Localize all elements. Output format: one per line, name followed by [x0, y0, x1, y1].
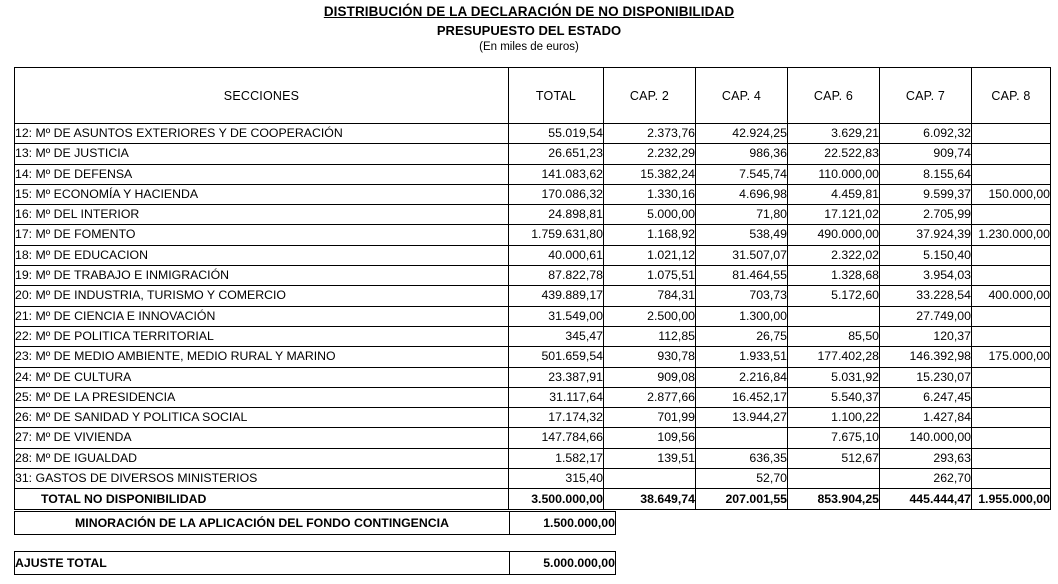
cell-cap7: 6.092,32: [880, 124, 972, 144]
cell-total: 31.549,00: [509, 306, 604, 326]
column-header-cap4: CAP. 4: [696, 68, 788, 124]
cell-cap7: 909,74: [880, 144, 972, 164]
cell-cap2: 2.232,29: [604, 144, 696, 164]
cell-cap7: 293,63: [880, 448, 972, 468]
cell-cap2: 139,51: [604, 448, 696, 468]
cell-total: 24.898,81: [509, 205, 604, 225]
cell-total-cap4: 207.001,55: [696, 489, 788, 510]
cell-cap2: 701,99: [604, 408, 696, 428]
cell-cap6: 110.000,00: [788, 164, 880, 184]
cell-cap2: 112,85: [604, 326, 696, 346]
cell-cap8: [972, 448, 1051, 468]
cell-cap4: 42.924,25: [696, 124, 788, 144]
cell-total: 345,47: [509, 326, 604, 346]
table-row: [15, 144, 1051, 164]
cell-total: 40.000,61: [509, 245, 604, 265]
cell-cap4: 703,73: [696, 286, 788, 306]
cell-seccion: 23: Mº DE MEDIO AMBIENTE, MEDIO RURAL Y MARINO: [15, 347, 509, 367]
cell-cap6: 490.000,00: [788, 225, 880, 245]
cell-cap6: 5.031,92: [788, 367, 880, 387]
cell-cap6: 85,50: [788, 326, 880, 346]
cell-total: 147.784,66: [509, 428, 604, 448]
cell-cap2: 909,08: [604, 367, 696, 387]
table-row: [15, 367, 1051, 387]
cell-cap2: 1.021,12: [604, 245, 696, 265]
column-header-cap2: CAP. 2: [604, 68, 696, 124]
cell-total: 31.117,64: [509, 387, 604, 407]
table-row: [15, 387, 1051, 407]
column-header-cap7: CAP. 7: [880, 68, 972, 124]
cell-total: 501.659,54: [509, 347, 604, 367]
cell-cap2: 784,31: [604, 286, 696, 306]
ajuste-value: 5.000.000,00: [510, 552, 616, 575]
cell-cap6: 1.328,68: [788, 266, 880, 286]
cell-cap6: [788, 469, 880, 489]
cell-cap8: [972, 144, 1051, 164]
cell-total: 23.387,91: [509, 367, 604, 387]
cell-seccion: 27: Mº DE VIVIENDA: [15, 428, 509, 448]
cell-cap4: 1.300,00: [696, 306, 788, 326]
cell-cap8: [972, 164, 1051, 184]
cell-total: 55.019,54: [509, 124, 604, 144]
table-row: [15, 428, 1051, 448]
cell-total: 1.759.631,80: [509, 225, 604, 245]
table-row: [15, 184, 1051, 204]
cell-cap8: [972, 245, 1051, 265]
cell-seccion: 13: Mº DE JUSTICIA: [15, 144, 509, 164]
cell-seccion: 25: Mº DE LA PRESIDENCIA: [15, 387, 509, 407]
cell-cap7: 33.228,54: [880, 286, 972, 306]
cell-total: 87.822,78: [509, 266, 604, 286]
table-row: [15, 266, 1051, 286]
cell-cap7: 37.924,39: [880, 225, 972, 245]
cell-cap8: [972, 306, 1051, 326]
cell-cap2: 1.168,92: [604, 225, 696, 245]
cell-seccion: 15: Mº ECONOMÍA Y HACIENDA: [15, 184, 509, 204]
cell-cap8: 1.230.000,00: [972, 225, 1051, 245]
cell-cap8: [972, 469, 1051, 489]
cell-cap4: 636,35: [696, 448, 788, 468]
cell-total-cap2: 38.649,74: [604, 489, 696, 510]
cell-cap6: 1.100,22: [788, 408, 880, 428]
cell-cap8: [972, 387, 1051, 407]
budget-table-container: [14, 67, 1050, 510]
table-row: [15, 124, 1051, 144]
cell-cap7: 2.705,99: [880, 205, 972, 225]
cell-cap7: 140.000,00: [880, 428, 972, 448]
document-header: [0, 3, 1058, 55]
cell-cap7: 3.954,03: [880, 266, 972, 286]
cell-cap6: 5.172,60: [788, 286, 880, 306]
column-header-total: TOTAL: [509, 68, 604, 124]
cell-cap6: 3.629,21: [788, 124, 880, 144]
cell-cap8: 175.000,00: [972, 347, 1051, 367]
cell-seccion: 17: Mº DE FOMENTO: [15, 225, 509, 245]
cell-cap8: [972, 124, 1051, 144]
minoracion-label: MINORACIÓN DE LA APLICACIÓN DEL FONDO CONTINGENCIA: [15, 512, 510, 535]
cell-seccion: 19: Mº DE TRABAJO E INMIGRACIÓN: [15, 266, 509, 286]
cell-cap6: 2.322,02: [788, 245, 880, 265]
cell-cap2: [604, 469, 696, 489]
cell-seccion: 14: Mº DE DEFENSA: [15, 164, 509, 184]
cell-cap7: 1.427,84: [880, 408, 972, 428]
cell-cap6: 4.459,81: [788, 184, 880, 204]
column-header-secciones: SECCIONES: [15, 68, 509, 124]
cell-seccion: 12: Mº DE ASUNTOS EXTERIORES Y DE COOPERACIÓN: [15, 124, 509, 144]
cell-cap7: 9.599,37: [880, 184, 972, 204]
cell-cap8: [972, 408, 1051, 428]
cell-cap2: 5.000,00: [604, 205, 696, 225]
cell-seccion: 26: Mº DE SANIDAD Y POLITICA SOCIAL: [15, 408, 509, 428]
cell-cap2: 2.877,66: [604, 387, 696, 407]
cell-total-total: 3.500.000,00: [509, 489, 604, 510]
ajuste-label: AJUSTE TOTAL: [15, 552, 510, 575]
cell-cap4: 986,36: [696, 144, 788, 164]
cell-cap4: 81.464,55: [696, 266, 788, 286]
cell-cap7: 262,70: [880, 469, 972, 489]
cell-cap2: 930,78: [604, 347, 696, 367]
cell-cap7: 8.155,64: [880, 164, 972, 184]
cell-cap4: 4.696,98: [696, 184, 788, 204]
minoracion-table: [14, 511, 616, 535]
minoracion-value: 1.500.000,00: [510, 512, 616, 535]
cell-cap7: 6.247,45: [880, 387, 972, 407]
cell-cap6: 7.675,10: [788, 428, 880, 448]
cell-cap2: 1.075,51: [604, 266, 696, 286]
cell-cap2: 1.330,16: [604, 184, 696, 204]
cell-cap4: [696, 428, 788, 448]
cell-cap4: 71,80: [696, 205, 788, 225]
cell-cap7: 15.230,07: [880, 367, 972, 387]
cell-cap6: 177.402,28: [788, 347, 880, 367]
cell-cap4: 1.933,51: [696, 347, 788, 367]
cell-cap8: 400.000,00: [972, 286, 1051, 306]
cell-seccion: 22: Mº DE POLITICA TERRITORIAL: [15, 326, 509, 346]
cell-seccion: 20: Mº DE INDUSTRIA, TURISMO Y COMERCIO: [15, 286, 509, 306]
cell-cap8: [972, 266, 1051, 286]
page-title: DISTRIBUCIÓN DE LA DECLARACIÓN DE NO DISPONIBILIDAD: [323, 4, 735, 19]
cell-total-cap6: 853.904,25: [788, 489, 880, 510]
cell-cap2: 15.382,24: [604, 164, 696, 184]
cell-total: 141.083,62: [509, 164, 604, 184]
cell-cap7: 146.392,98: [880, 347, 972, 367]
cell-total: 439.889,17: [509, 286, 604, 306]
page-subtitle: PRESUPUESTO DEL ESTADO: [436, 23, 622, 38]
cell-seccion: 16: Mº DEL INTERIOR: [15, 205, 509, 225]
cell-seccion: 21: Mº DE CIENCIA E INNOVACIÓN: [15, 306, 509, 326]
table-row: [15, 448, 1051, 468]
table-row: [15, 326, 1051, 346]
cell-cap8: [972, 367, 1051, 387]
table-header: [15, 68, 1051, 124]
column-header-cap6: CAP. 6: [788, 68, 880, 124]
cell-total: 170.086,32: [509, 184, 604, 204]
cell-seccion: 24: Mº DE CULTURA: [15, 367, 509, 387]
cell-total-cap8: 1.955.000,00: [972, 489, 1051, 510]
cell-cap7: 27.749,00: [880, 306, 972, 326]
cell-cap4: 26,75: [696, 326, 788, 346]
cell-total-cap7: 445.444,47: [880, 489, 972, 510]
cell-cap7: 5.150,40: [880, 245, 972, 265]
cell-cap4: 2.216,84: [696, 367, 788, 387]
table-row: [15, 245, 1051, 265]
cell-cap8: [972, 326, 1051, 346]
cell-cap8: [972, 428, 1051, 448]
cell-cap6: [788, 306, 880, 326]
cell-cap4: 31.507,07: [696, 245, 788, 265]
table-total-row: [15, 489, 1051, 510]
cell-seccion: 31: GASTOS DE DIVERSOS MINISTERIOS: [15, 469, 509, 489]
table-body: [15, 124, 1051, 510]
minoracion-row: [15, 512, 616, 535]
budget-table: [14, 67, 1051, 510]
cell-cap2: 2.373,76: [604, 124, 696, 144]
cell-total: 17.174,32: [509, 408, 604, 428]
table-row: [15, 205, 1051, 225]
cell-cap6: 17.121,02: [788, 205, 880, 225]
table-row: [15, 306, 1051, 326]
cell-cap2: 2.500,00: [604, 306, 696, 326]
table-row: [15, 408, 1051, 428]
cell-seccion: 28: Mº DE IGUALDAD: [15, 448, 509, 468]
column-header-cap8: CAP. 8: [972, 68, 1051, 124]
cell-cap6: 22.522,83: [788, 144, 880, 164]
table-row: [15, 225, 1051, 245]
cell-cap4: 13.944,27: [696, 408, 788, 428]
cell-total: 315,40: [509, 469, 604, 489]
table-row: [15, 347, 1051, 367]
cell-cap4: 7.545,74: [696, 164, 788, 184]
ajuste-row: [15, 552, 616, 575]
cell-total: 1.582,17: [509, 448, 604, 468]
minoracion-box: [14, 511, 615, 535]
table-row: [15, 469, 1051, 489]
cell-seccion: 18: Mº DE EDUCACION: [15, 245, 509, 265]
cell-cap4: 52,70: [696, 469, 788, 489]
cell-cap6: 512,67: [788, 448, 880, 468]
cell-cap2: 109,56: [604, 428, 696, 448]
units-note: (En miles de euros): [479, 41, 579, 53]
table-header-row: [15, 68, 1051, 124]
table-row: [15, 286, 1051, 306]
cell-total-label: TOTAL NO DISPONIBILIDAD: [15, 489, 509, 510]
cell-cap7: 120,37: [880, 326, 972, 346]
cell-cap4: 538,49: [696, 225, 788, 245]
table-row: [15, 164, 1051, 184]
cell-total: 26.651,23: [509, 144, 604, 164]
ajuste-box: [14, 551, 615, 575]
cell-cap4: 16.452,17: [696, 387, 788, 407]
cell-cap8: 150.000,00: [972, 184, 1051, 204]
ajuste-table: [14, 551, 616, 575]
cell-cap6: 5.540,37: [788, 387, 880, 407]
cell-cap8: [972, 205, 1051, 225]
